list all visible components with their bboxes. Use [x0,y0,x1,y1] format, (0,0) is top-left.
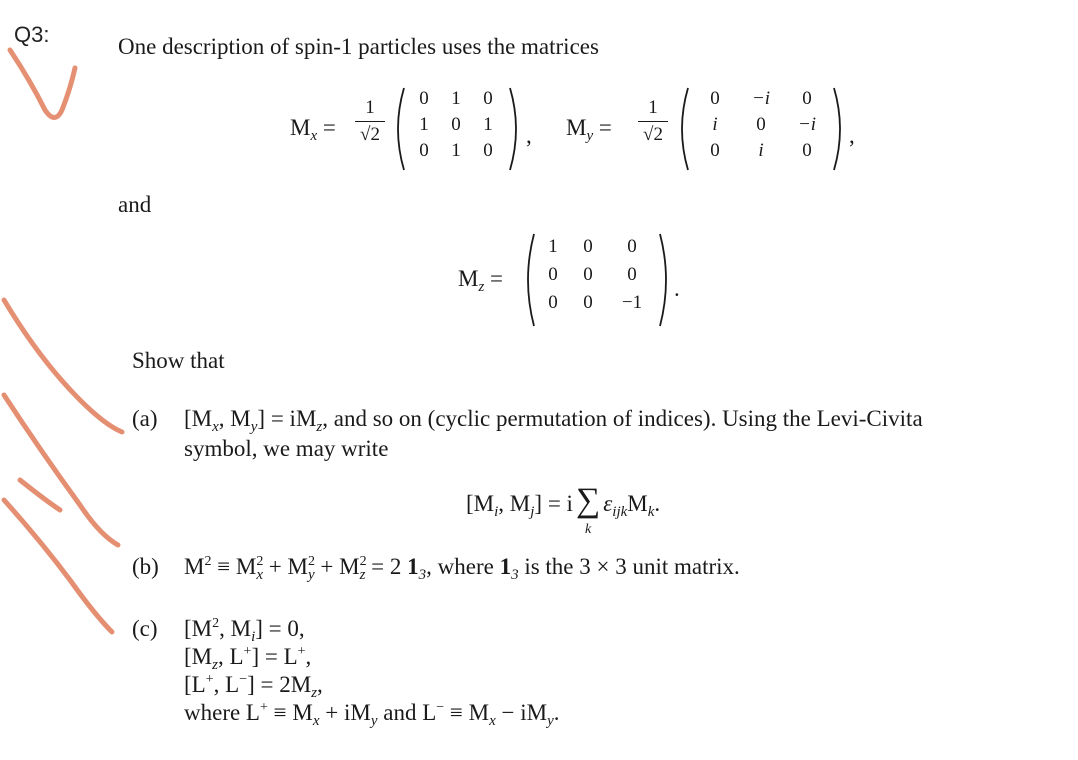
show-that: Show that [132,348,225,373]
part-a-line2: symbol, we may write [184,436,389,461]
mz-trail: . [674,276,680,301]
part-c-line4: where $L^+ \equiv M_x + iM_y$ and $L^- \equiv M_x - iM_y$. [184,700,560,729]
mx-cell-8: 0 [483,140,493,161]
check-mark-c1 [4,500,112,632]
part-c-line2: [$M_z$, L+] = L+, [184,644,312,673]
mz-cell-0: 1 [548,236,558,257]
part-c-line1: [$M^2$, $M_i] = 0$, [184,616,305,645]
my-cell-8: 0 [802,140,812,161]
my-cell-6: 0 [710,140,720,161]
my-cell-1: −i [751,88,771,109]
part-c-line3: [L+, $L^-] = 2M_z$, [184,672,323,701]
mx-cell-7: 1 [451,140,461,161]
mx-trail: , [526,123,532,148]
mx-cell-1: 1 [451,88,461,109]
mz-cell-7: 0 [583,292,593,313]
my-lhs: $M_y$ = [566,115,612,144]
and-text: and [118,192,152,217]
mx-lhs: $M_x$ = [290,115,336,144]
mz-lhs: $M_z$ = [458,266,504,295]
part-a-line1: [$M_x$, $M_y] = iM_z$, and so on (cyclic permutation of indices). Using the Levi-Civita [184,406,923,435]
intro-text: One description of spin-1 particles uses the matrices [118,34,599,59]
mx-cell-0: 0 [419,88,429,109]
mx-cell-2: 0 [483,88,493,109]
my-cell-2: 0 [802,88,812,109]
part-c-label: (c) [132,616,158,641]
my-cell-5: −i [797,114,817,135]
part-b-label: (b) [132,554,159,579]
mx-matrix [392,86,522,172]
check-mark-c2 [20,480,60,510]
mz-cell-5: 0 [627,264,637,285]
part-a-label: (a) [132,406,158,431]
my-fraction: 1 √2 [638,97,668,146]
mx-fraction: 1 √2 [355,97,385,146]
my-trail: , [849,123,855,148]
my-matrix [676,86,846,172]
mz-cell-1: 0 [583,236,593,257]
my-cell-4: 0 [756,114,766,135]
my-cell-0: 0 [710,88,720,109]
check-mark-a [4,300,122,432]
check-mark-q3 [10,50,75,118]
levi-civita-equation: [$M_i$, $M_j] = i\sum$ k $\varepsilon_{ijk}M_k$. [466,482,661,537]
mz-cell-8: −1 [621,292,643,313]
mx-cell-4: 0 [451,114,461,135]
mx-cell-6: 0 [419,140,429,161]
my-cell-7: i [758,140,764,161]
my-cell-3: i [712,114,718,135]
mz-matrix [522,232,672,328]
mz-cell-6: 0 [548,292,558,313]
question-label: Q3: [14,22,50,47]
mz-cell-3: 0 [548,264,558,285]
mx-cell-3: 1 [419,114,429,135]
mz-cell-2: 0 [627,236,637,257]
part-b-text: $M^2 \equiv M^2_x + M^2_y + M^2_z = 2$ $1_3$, where $1_3$ is the 3 × 3 unit matrix. [184,554,740,583]
mx-cell-5: 1 [483,114,493,135]
mz-cell-4: 0 [583,264,593,285]
